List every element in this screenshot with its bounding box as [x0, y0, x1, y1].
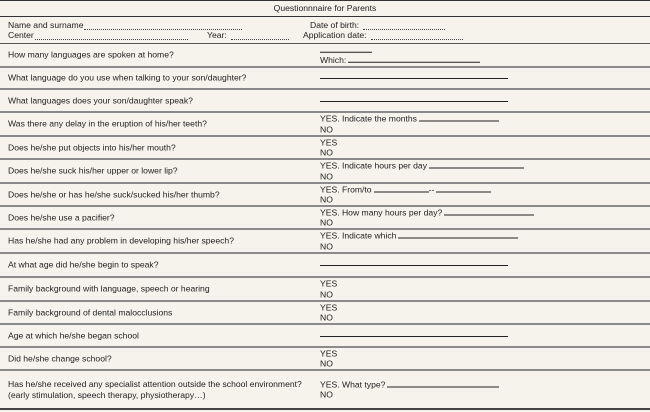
no-option[interactable]: NO — [320, 124, 333, 134]
count-blank[interactable] — [320, 45, 372, 53]
answer-area[interactable] — [320, 279, 337, 300]
question-row — [0, 207, 650, 230]
which-label: Which: — [320, 54, 347, 65]
question-row — [0, 68, 650, 90]
to-blank[interactable] — [436, 184, 491, 192]
answer-area[interactable] — [320, 302, 337, 323]
question-text: What language do you use when talking to your son/daughter? — [8, 72, 247, 83]
yes-option[interactable]: YES — [320, 348, 338, 358]
yes-option[interactable]: YES. What type? — [320, 379, 386, 389]
yes-option[interactable]: YES. How many hours per day? — [320, 207, 443, 217]
yes-option[interactable]: YES. Indicate the months — [320, 113, 417, 124]
answer-blank[interactable] — [444, 207, 534, 215]
form-title: Questionnnaire for Parents — [0, 0, 650, 17]
answer-line[interactable] — [320, 264, 508, 266]
question-text: Has he/she received any specialist attention outside the school environment? (early stimulation, speech therapy, physiotherapy…) — [8, 378, 302, 400]
which-blank[interactable] — [348, 55, 480, 63]
question-text: Does he/she or has he/she suck/sucked his/her thumb? — [8, 189, 220, 199]
question-text: Does he/she use a pacifier? — [8, 212, 115, 222]
question-row — [0, 137, 650, 160]
dob-label: Date of birth: — [310, 20, 360, 30]
no-option[interactable]: NO — [320, 389, 333, 400]
question-text: What languages does your son/daughter speak? — [8, 95, 193, 105]
answer-area[interactable] — [320, 231, 518, 252]
question-row — [0, 325, 650, 348]
answer-area[interactable] — [320, 161, 524, 182]
yes-option[interactable]: YES — [320, 302, 338, 312]
answer-area[interactable] — [320, 45, 480, 66]
answer-line[interactable] — [320, 335, 508, 337]
application-date-label: Application date: — [303, 30, 367, 40]
question-text: How many languages are spoken at home? — [8, 49, 174, 60]
center-dots — [35, 32, 188, 40]
question-row — [0, 90, 650, 113]
year-label: Year: — [207, 30, 227, 40]
question-text: Age at which he/she began school — [8, 330, 139, 340]
separator: -- — [428, 184, 435, 194]
question-text: Family background of dental malocclusions — [8, 307, 173, 317]
answer-area[interactable] — [320, 100, 508, 102]
center-field[interactable] — [8, 30, 188, 40]
answer-area[interactable] — [320, 137, 337, 158]
yes-option[interactable]: YES. Indicate which — [320, 230, 397, 241]
year-field[interactable] — [207, 30, 289, 40]
no-option[interactable]: NO — [320, 358, 333, 369]
question-text: Has he/she had any problem in developing his/her speech? — [8, 235, 234, 246]
question-text: Was there any delay in the eruption of his/her teeth? — [8, 118, 207, 129]
answer-blank[interactable] — [419, 114, 499, 122]
application-date-dots — [371, 32, 463, 40]
no-option[interactable]: NO — [320, 147, 333, 158]
answer-area[interactable] — [320, 348, 337, 369]
dob-dots — [363, 22, 445, 30]
answer-area[interactable] — [320, 114, 499, 135]
name-field[interactable] — [8, 20, 242, 30]
question-row — [0, 44, 650, 68]
question-text: At what age did he/she begin to speak? — [8, 259, 159, 270]
answer-area[interactable] — [320, 335, 508, 337]
question-text: Did he/she change school? — [8, 353, 112, 363]
question-row — [0, 302, 650, 325]
question-row — [0, 160, 650, 184]
yes-option[interactable]: YES. Indicate hours per day — [320, 160, 428, 171]
no-option[interactable]: NO — [320, 171, 333, 181]
question-text: Family background with language, speech or hearing — [8, 283, 210, 294]
name-dots — [84, 22, 242, 30]
question-text: Does he/she put objects into his/her mouth? — [8, 142, 176, 152]
answer-blank[interactable] — [429, 161, 524, 169]
yes-option[interactable]: YES — [320, 137, 338, 147]
center-label: Center — [8, 30, 34, 40]
answer-area[interactable] — [320, 264, 508, 266]
question-row — [0, 113, 650, 137]
name-label: Name and surname — [8, 20, 84, 30]
no-option[interactable]: NO — [320, 194, 333, 205]
answer-area[interactable] — [320, 207, 534, 228]
dob-field[interactable] — [310, 20, 445, 30]
answer-blank[interactable] — [398, 231, 518, 239]
year-dots — [231, 32, 289, 40]
question-row — [0, 348, 650, 371]
answer-area[interactable] — [320, 379, 499, 400]
no-option[interactable]: NO — [320, 289, 333, 299]
no-option[interactable]: NO — [320, 217, 333, 228]
answer-area[interactable] — [320, 184, 491, 205]
no-option[interactable]: NO — [320, 312, 333, 323]
yes-option[interactable]: YES — [320, 278, 338, 289]
question-row — [0, 184, 650, 207]
from-blank[interactable] — [374, 184, 429, 192]
answer-area[interactable] — [320, 77, 508, 79]
question-row — [0, 254, 650, 278]
question-row — [0, 278, 650, 302]
application-date-field[interactable] — [303, 30, 463, 40]
question-text: Does he/she suck his/her upper or lower lip? — [8, 165, 178, 176]
yes-option[interactable]: YES. From/to — [320, 184, 372, 194]
no-option[interactable]: NO — [320, 241, 333, 251]
question-row — [0, 230, 650, 254]
answer-line[interactable] — [320, 100, 508, 102]
form-header — [0, 17, 650, 44]
question-row — [0, 371, 650, 410]
answer-line[interactable] — [320, 77, 508, 79]
answer-blank[interactable] — [387, 379, 499, 387]
